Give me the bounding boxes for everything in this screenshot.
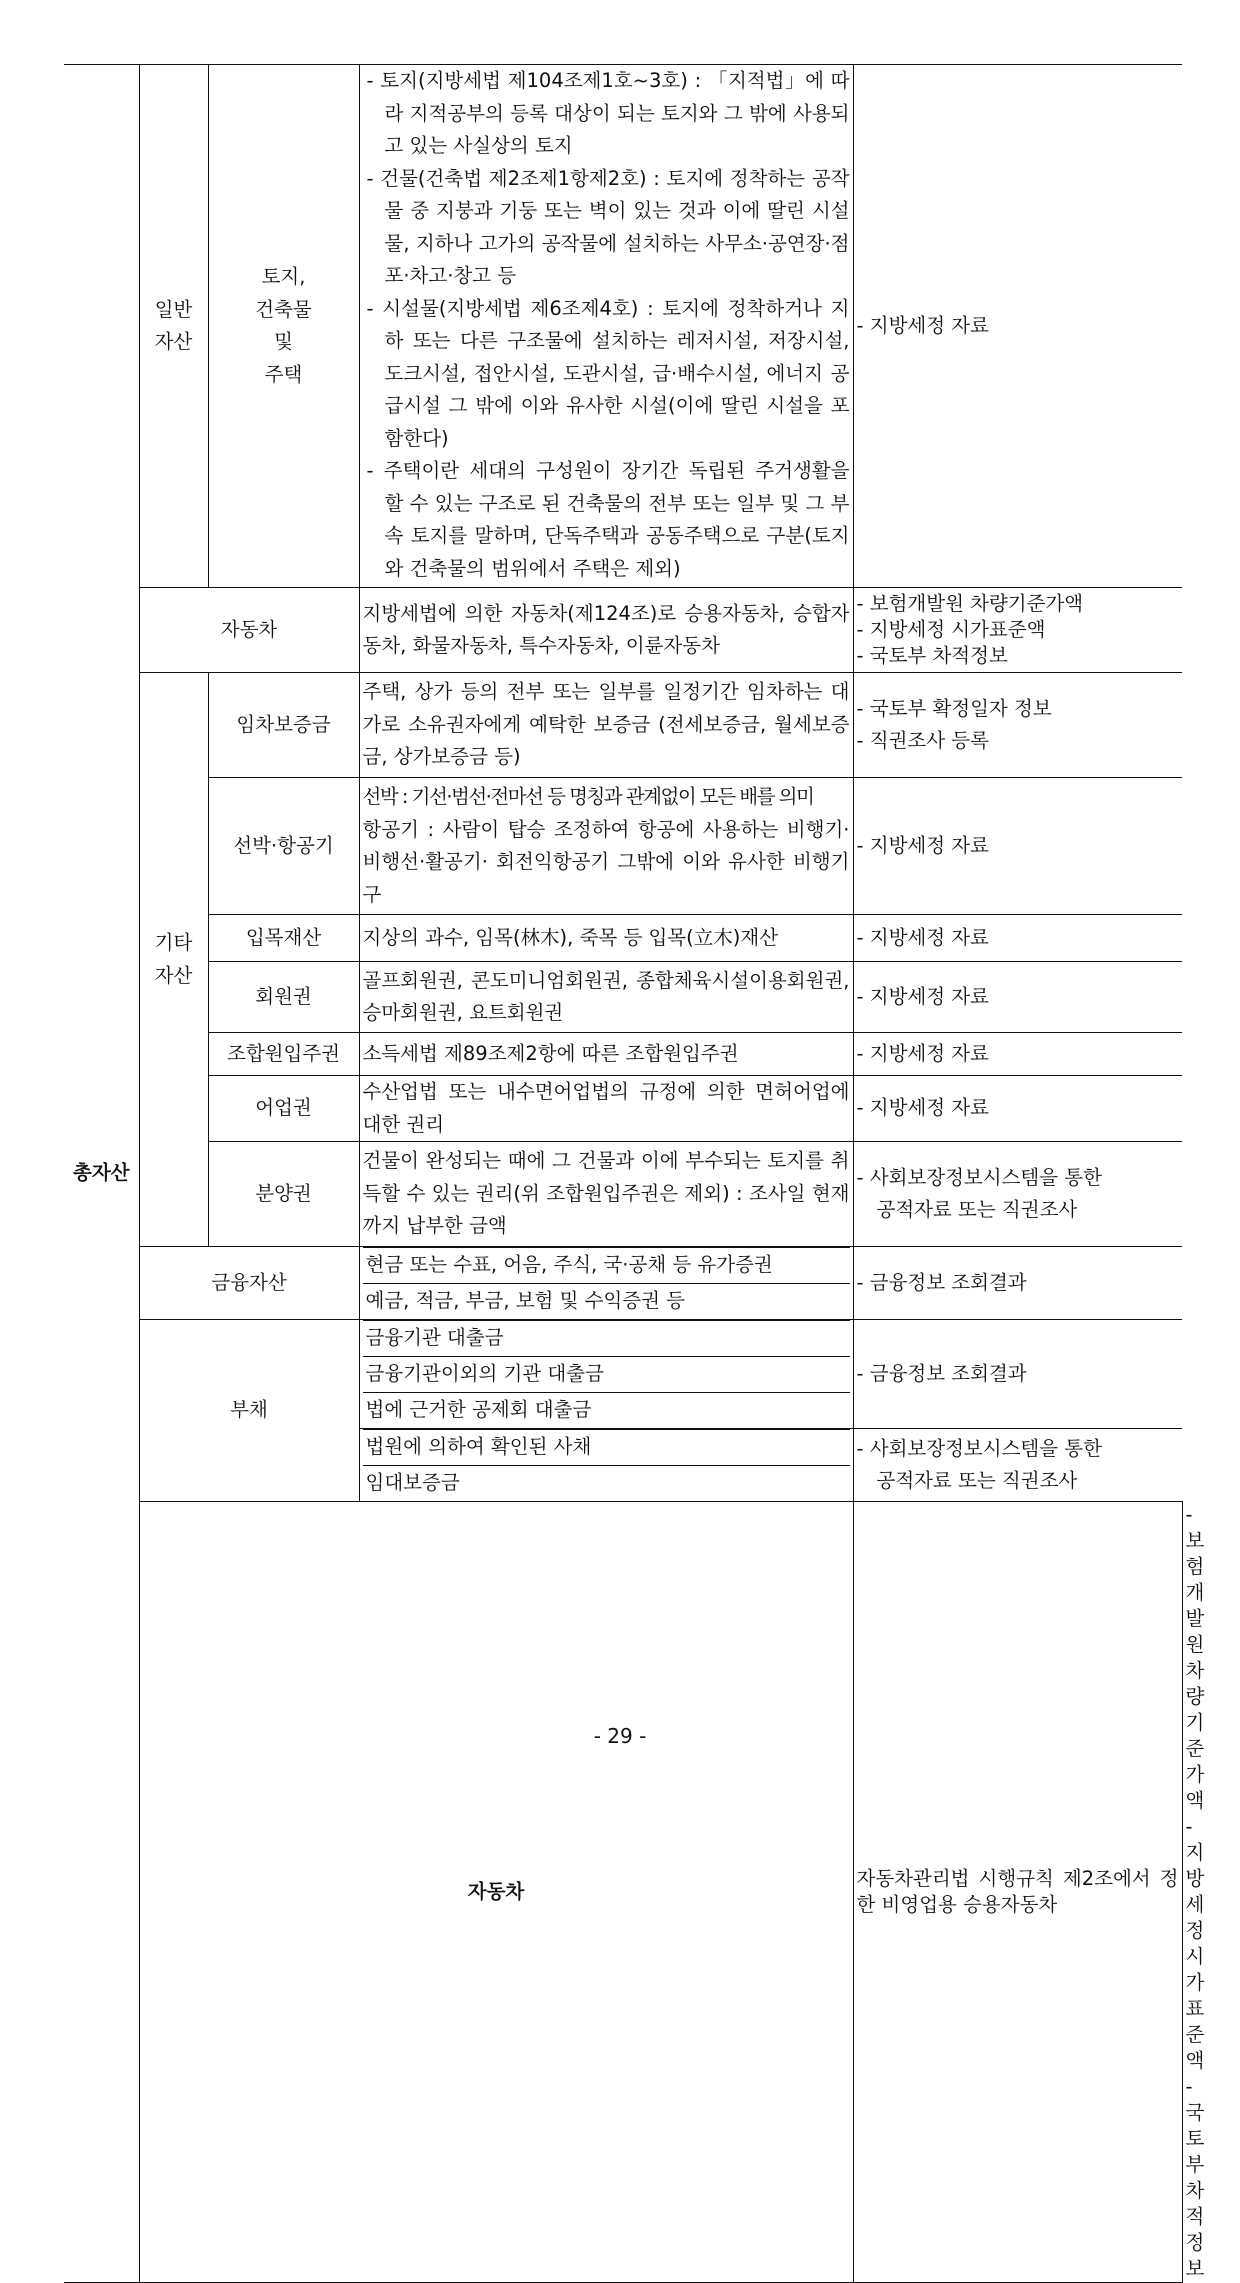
debt-desc-item: 법원에 의하여 확인된 사채: [363, 1430, 850, 1466]
presale-source: [853, 1142, 1182, 1247]
general-assets-label: 일반 자산: [139, 65, 208, 588]
timber-source: - 지방세정 자료: [853, 915, 1182, 962]
land-description: [359, 65, 853, 588]
union-label: 조합원입주권: [208, 1033, 359, 1076]
ship-desc-line: 항공기 : 사람이 탑승 조정하여 항공에 사용하는 비행기·비행선·활공기· 회전익항공기 그밖에 이와 유사한 비행기구: [362, 817, 850, 906]
source-line: 공적자료 또는 직권조사: [876, 1198, 1078, 1221]
land-desc-item: - 시설물(지방세법 제6조제4호) : 토지에 정착하거나 지하 또는 다른 구조물에 설치하는 레저시설, 저장시설, 도크시설, 접안시설, 도관시설, 급·배수시설, 에너지 공급시설 그 밖에 이와 유사한 시설(이에 딸린 시설을 포함한다): [366, 296, 850, 450]
financial-source: - 금융정보 조회결과: [853, 1247, 1182, 1320]
total-assets-label: 총자산: [64, 65, 139, 2283]
land-source: - 지방세정 자료: [853, 65, 1182, 588]
debt-description-b: [359, 1429, 853, 1502]
financial-label: 금융자산: [139, 1247, 359, 1320]
debt-desc-item: 금융기관이외의 기관 대출금: [363, 1357, 850, 1393]
car-source: [853, 588, 1182, 673]
timber-label: 입목재산: [208, 915, 359, 962]
membership-source: - 지방세정 자료: [853, 962, 1182, 1033]
source-line: - 국토부 차적정보: [856, 644, 1008, 667]
union-description: 소득세법 제89조제2항에 따른 조합원입주권: [359, 1033, 853, 1076]
presale-description: 건물이 완성되는 때에 그 건물과 이에 부수되는 토지를 취득할 수 있는 권리(위 조합원입주권은 제외) : 조사일 현재까지 납부한 금액: [359, 1142, 853, 1247]
membership-label: 회원권: [208, 962, 359, 1033]
source-line: - 직권조사 등록: [856, 729, 989, 752]
source-line: - 사회보장정보시스템을 통한: [856, 1165, 1102, 1189]
presale-label: 분양권: [208, 1142, 359, 1247]
other-assets-label: 기타 자산: [139, 673, 208, 1247]
debt-desc-item: 금융기관 대출금: [363, 1321, 850, 1357]
financial-desc-item: 현금 또는 수표, 어음, 주식, 국·공채 등 유가증권: [363, 1248, 850, 1284]
union-source: - 지방세정 자료: [853, 1033, 1182, 1076]
land-desc-item: - 건물(건축법 제2조제1항제2호) : 토지에 정착하는 공작물 중 지붕과 기둥 또는 벽이 있는 것과 이에 딸린 시설물, 지하나 고가의 공작물에 설치하는 사무소·공연장·점포·차고·창고 등: [366, 166, 850, 287]
ship-label: 선박·항공기: [208, 778, 359, 915]
debt-label: 부채: [139, 1320, 359, 1502]
financial-desc-item: 예금, 적금, 부금, 보험 및 수익증권 등: [365, 1289, 686, 1313]
car-label: 자동차: [139, 588, 359, 673]
land-desc-item: - 주택이란 세대의 구성원이 장기간 독립된 주거생활을 할 수 있는 구조로 된 건축물의 전부 또는 일부 및 그 부속 토지를 말하며, 단독주택과 공동주택으로 구분(토지와 건축물의 범위에서 주택은 제외): [366, 459, 850, 580]
source-line: - 국토부 확정일자 정보: [856, 696, 1052, 720]
debt-desc-item: 임대보증금: [365, 1471, 460, 1495]
debt-source-b: [853, 1429, 1182, 1502]
timber-description: 지상의 과수, 임목(林木), 죽목 등 입목(立木)재산: [359, 915, 853, 962]
land-desc-item: - 토지(지방세법 제104조제1호~3호) : 「지적법」에 따라 지적공부의 등록 대상이 되는 토지와 그 밖에 사용되고 있는 사실상의 토지: [366, 69, 850, 157]
source-line: - 지방세정 시가표준액: [856, 618, 1046, 641]
vehicle-description: 자동차관리법 시행규칙 제2조에서 정한 비영업용 승용자동차: [853, 1502, 1182, 2283]
source-line: - 사회보장정보시스템을 통한: [856, 1436, 1102, 1460]
deposit-description: 주택, 상가 등의 전부 또는 일부를 일정기간 임차하는 대가로 소유권자에게 예탁한 보증금 (전세보증금, 월세보증금, 상가보증금 등): [359, 673, 853, 778]
asset-criteria-table: 총자산 일반 자산 토지, 건축물 및 주택 - 토지(지방세법 제104조제1호~3호) : 「지적법」에 따라 지적공부의 등록 대상이 되는 토지와 그 밖에 사용되고 있는 사실상의 토지 - 건물(건축법 제2조제1항제2호) : 토지에 정착하는 공작물 중 지붕과 기둥 또는 벽이 있는 것과 이에 딸린 시설물, 지하나 고가의 공작물에 설치하는 사무소·공연장·점포·차고·창고 등 - 시설물(지방세법 제6조제4호) : 토지에 정착하거나 지하 또는 다른 구조물에 설치하는 레저시설, 저장시설, 도크시설, 접안시설, 도관시설, 급·배수시설, 에너지 공급시설 그 밖에 이와 유사한 시설(이에 딸린 시설을 포함한다) - 주택이란 세대의 구성원이 장기간 독립된 주거생활을 할 수 있는 구조로 된 건축물의 전부 또는 일부 및 그 부속 토지를 말하며, 단독주택과 공동주택으로 구분(토지와 건축물의 범위에서 주택은 제외) - 지방세정 자료 자동차 지방세법에 의한 자동차(제124조)로 승용자동차, 승합자동차, 화물자동차, 특수자동차, 이륜자동차 - 보험개발원 차량기준가액 - 지방세정 시가표준액 - 국토부 차적정보 기타 자산 임차보증금 주택, 상가 등의 전부 또는 일부를 일정기간 임차하는 대가로 소유권자에게 예탁한 보증금 (전세보증금, 월세보증금, 상가보증금 등) - 국토부 확정일자 정보 - 직권조사 등록 선박·항공기 선박 : 기선·범선·전마선 등 명칭과 관계없이 모든 배를 의미 항공기 : 사람이 탑승 조정하여 항공에 사용하는 비행기·비행선·활공기· 회전익항공기 그밖에 이와 유사한 비행기구 - 지방세정 자료 입목재산 지상의 과수, 임목(林木), 죽목 등 입목(立木)재산 - 지방세정 자료 회원권 골프회원권, 콘도미니엄회원권, 종합체육시설이용회원권, 승마회원권, 요트회원권 - 지방세정 자료 조합원입주권 소득세법 제89조제2항에 따른 조합원입주권 - 지방세정 자료 어업권 수산업법 또는 내수면어업법의 규정에 의한 면허어업에 대한 권리 - 지방세정 자료 분양권 건물이 완성되는 때에 그 건물과 이에 부수되는 토지를 취득할 수 있는 권리(위 조합원입주권은 제외) : 조사일 현재까지 납부한 금액 - 사회보장정보시스템을 통한 공적자료 또는 직권조사 금융자산 현금 또는 수표, 어음, 주식, 국·공채 등 유가증권 예금, 적금, 부금, 보험 및 수익증권 등 - 금융정보 조회결과 부채 금융기관 대출금 금융기관이외의 기관 대출금 법에 근거한 공제회 대출금 - 금융정보 조회결과 법원에 의하여 확인된 사채 임대보증금 - 사회보장정보시스템을 통한 공적자료 또는 직권조사 자동차 자동차관리법 시행규칙 제2조에서 정한 비영업용 승용자동차 - 보험개발원 차량기준가액 - 지방세정 시가표준액 - 국토부 차적정보: [64, 64, 1182, 2283]
fishing-label: 어업권: [208, 1076, 359, 1142]
car-description: 지방세법에 의한 자동차(제124조)로 승용자동차, 승합자동차, 화물자동차, 특수자동차, 이륜자동차: [359, 588, 853, 673]
debt-description-a: [359, 1320, 853, 1429]
vehicle-label: 자동차: [139, 1502, 853, 2283]
ship-desc-line: 선박 : 기선·범선·전마선 등 명칭과 관계없이 모든 배를 의미: [362, 785, 814, 808]
ship-source: - 지방세정 자료: [853, 778, 1182, 915]
land-label: 토지, 건축물 및 주택: [208, 65, 359, 588]
ship-description: [359, 778, 853, 915]
page-number: - 29 -: [593, 1724, 647, 1748]
deposit-label: 임차보증금: [208, 673, 359, 778]
source-line: 공적자료 또는 직권조사: [876, 1469, 1078, 1492]
deposit-source: [853, 673, 1182, 778]
fishing-source: - 지방세정 자료: [853, 1076, 1182, 1142]
debt-desc-item: 법에 근거한 공제회 대출금: [365, 1398, 592, 1422]
membership-description: 골프회원권, 콘도미니엄회원권, 종합체육시설이용회원권, 승마회원권, 요트회원권: [359, 962, 853, 1033]
debt-source-a: - 금융정보 조회결과: [853, 1320, 1182, 1429]
fishing-description: 수산업법 또는 내수면어업법의 규정에 의한 면허어업에 대한 권리: [359, 1076, 853, 1142]
financial-description: [359, 1247, 853, 1320]
source-line: - 보험개발원 차량기준가액: [856, 592, 1084, 615]
